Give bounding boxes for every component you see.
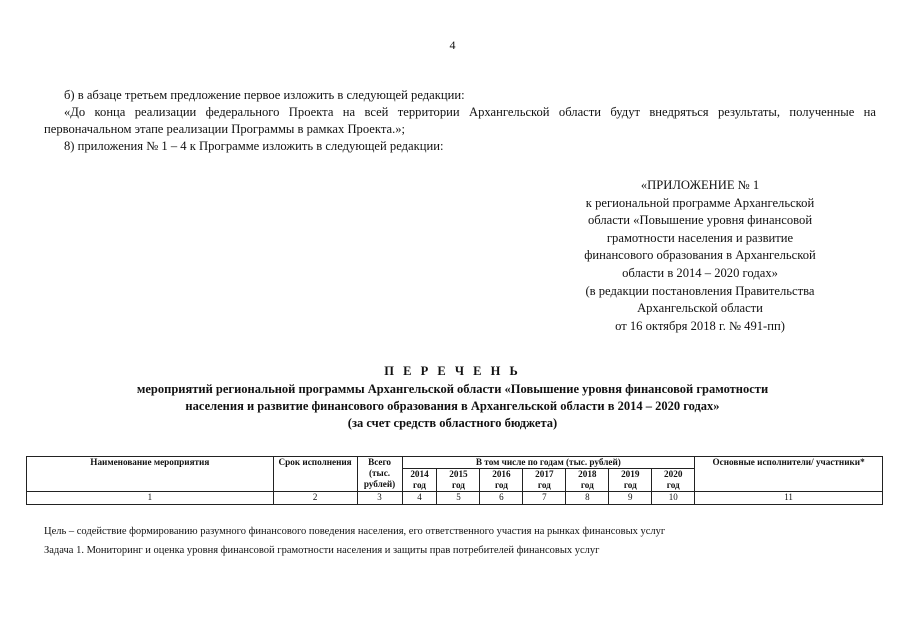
- column-number: 9: [609, 492, 652, 505]
- appendix-line: (в редакции постановления Правительства: [585, 283, 815, 298]
- appendix-line: области в 2014 – 2020 годах»: [622, 265, 778, 280]
- activities-table: [26, 456, 883, 505]
- column-number: 4: [402, 492, 437, 505]
- header-total: Всего (тыс. рублей): [357, 457, 402, 492]
- column-number: 6: [480, 492, 523, 505]
- header-years-group: В том числе по годам (тыс. рублей): [402, 457, 695, 469]
- header-executors: Основные исполнители/ участники*: [695, 457, 883, 492]
- header-year-2015: 2015 год: [437, 469, 480, 492]
- column-number: 5: [437, 492, 480, 505]
- header-year-2014: 2014 год: [402, 469, 437, 492]
- paragraph-8: 8) приложения № 1 – 4 к Программе изложить в следующей редакции:: [64, 139, 444, 153]
- appendix-line: грамотности населения и развитие: [606, 230, 794, 245]
- appendix-header: [545, 177, 855, 335]
- column-number: 1: [27, 492, 274, 505]
- goal-text: Цель – содействие формированию разумного финансового поведения населения, его ответственного участия на рынках финансовых услуг: [44, 526, 666, 537]
- appendix-line: финансового образования в Архангельской: [584, 248, 816, 263]
- subtitle-line: населения и развитие финансового образования в Архангельской области в 2014 – 2020 годах»: [185, 399, 720, 413]
- column-numbers-row: [27, 492, 883, 505]
- subtitle-line: мероприятий региональной программы Архангельской области «Повышение уровня финансовой грамотности: [136, 382, 769, 396]
- paragraph-quote: «До конца реализации федерального Проекта на всей территории Архангельской области будут внедряться результаты, полученные на первоначальном этапе реализации Программы в рамках Проекта.»;: [44, 105, 876, 136]
- subtitle-line: (за счет средств областного бюджета): [347, 416, 558, 430]
- column-number: 7: [523, 492, 566, 505]
- header-year-2019: 2019 год: [609, 469, 652, 492]
- column-number: 8: [566, 492, 609, 505]
- appendix-line: к региональной программе Архангельской: [585, 195, 815, 210]
- document-title: П Е Р Е Ч Е Н Ь: [384, 364, 521, 378]
- document-subtitle: [40, 381, 865, 432]
- header-activity-name: Наименование мероприятия: [27, 457, 274, 492]
- task-text: Задача 1. Мониторинг и оценка уровня финансовой грамотности населения и защиты прав потребителей финансовых услуг: [44, 545, 600, 556]
- appendix-line: «ПРИЛОЖЕНИЕ № 1: [640, 178, 760, 192]
- column-number: 3: [357, 492, 402, 505]
- header-year-2017: 2017 год: [523, 469, 566, 492]
- column-number: 10: [652, 492, 695, 505]
- appendix-line: Архангельской области: [637, 301, 763, 316]
- column-number: 2: [273, 492, 357, 505]
- appendix-line: области «Повышение уровня финансовой: [587, 213, 813, 228]
- page-number: 4: [449, 38, 456, 52]
- paragraph-b: б) в абзаце третьем предложение первое изложить в следующей редакции:: [64, 88, 465, 102]
- appendix-line: от 16 октября 2018 г. № 491-пп): [615, 318, 785, 333]
- header-year-2016: 2016 год: [480, 469, 523, 492]
- header-year-2018: 2018 год: [566, 469, 609, 492]
- column-number: 11: [695, 492, 883, 505]
- header-term: Срок исполнения: [273, 457, 357, 492]
- header-year-2020: 2020 год: [652, 469, 695, 492]
